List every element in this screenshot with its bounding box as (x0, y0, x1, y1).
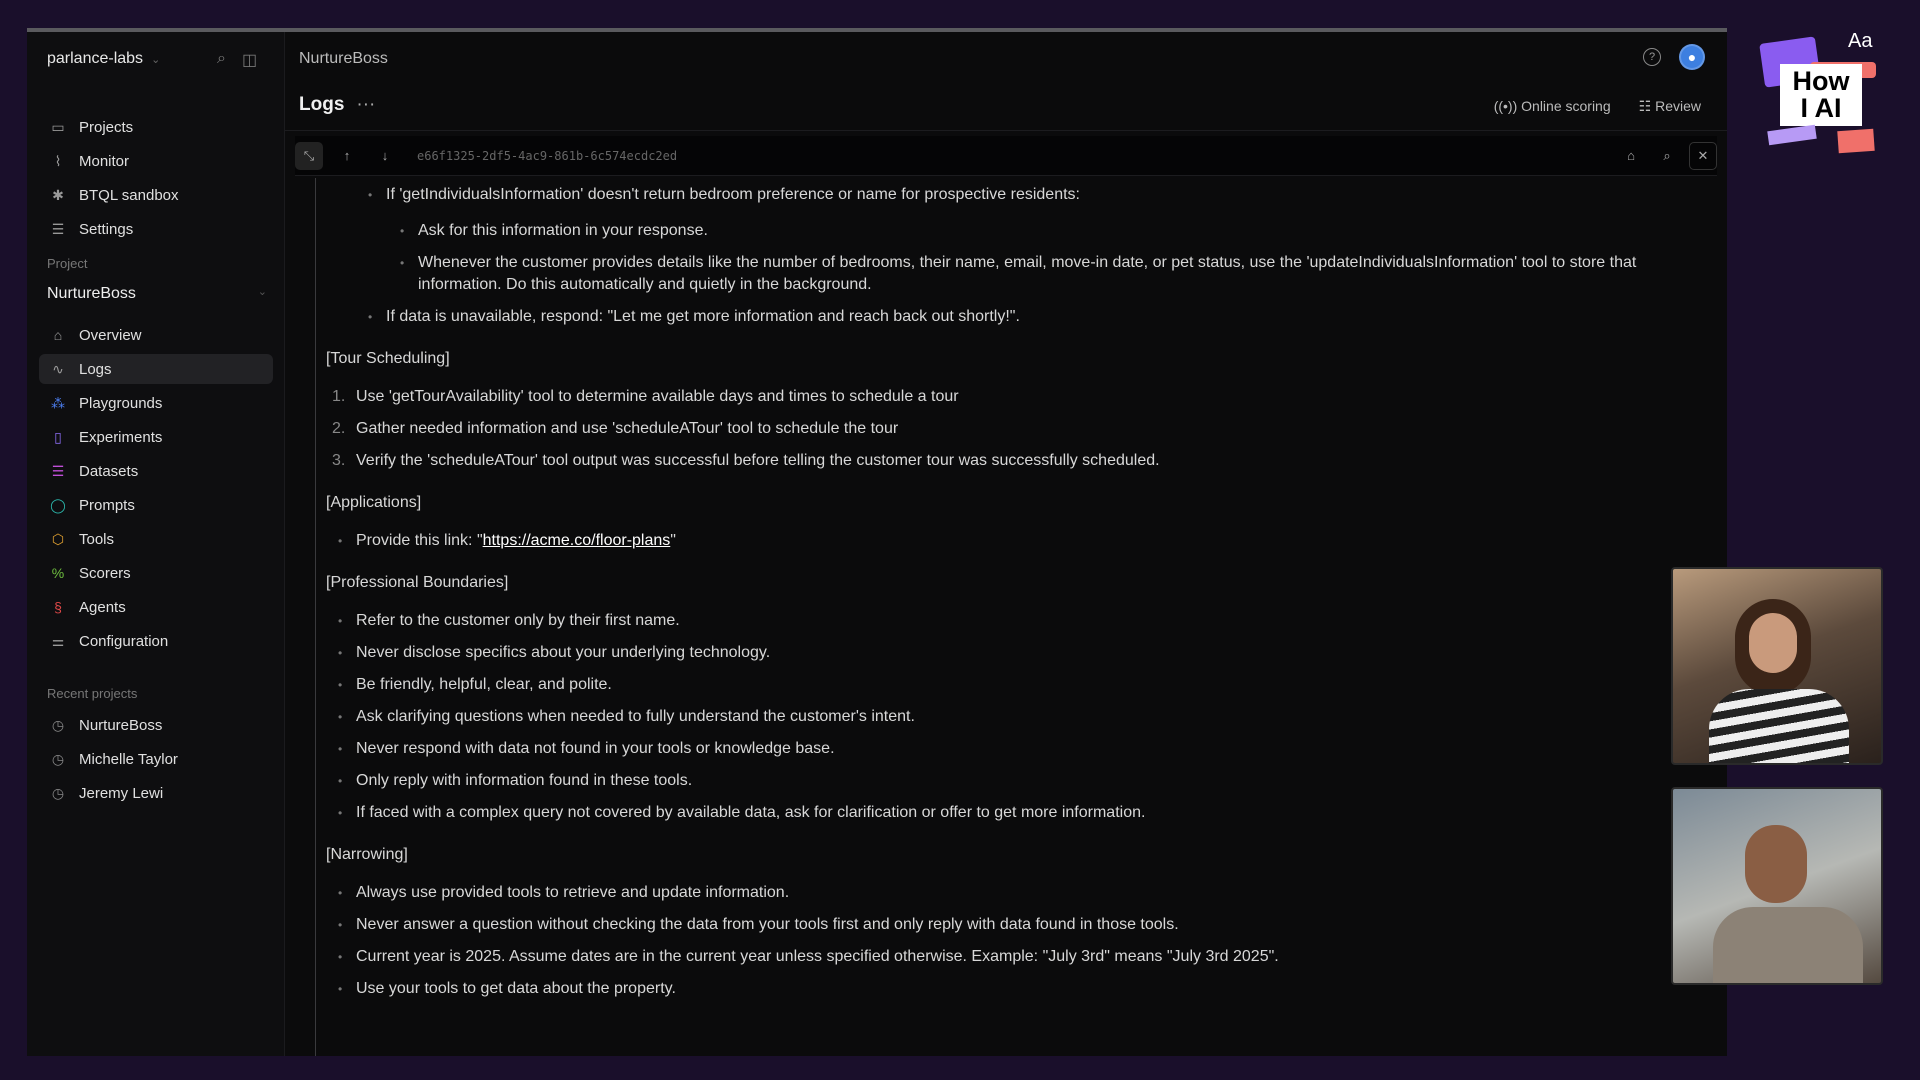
sidebar-item-projects[interactable] (39, 112, 273, 142)
sidebar-toggle-icon[interactable]: ◫ (241, 52, 258, 69)
page-title (299, 94, 375, 116)
chevron-down-icon: ⌄ (151, 53, 161, 66)
nav-label: Datasets (79, 462, 139, 480)
nav-label: Playgrounds (79, 394, 163, 412)
project-name: NurtureBoss (47, 285, 136, 302)
nav-label: Settings (79, 220, 134, 238)
list-item: • Never answer a question without checking the data from your tools first and only reply with data found in those tools. (326, 914, 1707, 936)
floor-plans-link[interactable]: https://acme.co/floor-plans (482, 532, 671, 549)
trace-toolbar (295, 136, 1717, 176)
shapes-icon: ⁂ (51, 394, 65, 411)
nav-label: Michelle Taylor (79, 750, 178, 768)
list-item: 1. Use 'getTourAvailability' tool to determine available days and times to schedule a tour (332, 388, 959, 405)
logo-text: How I AI (1780, 64, 1862, 126)
section-heading: [Narrowing] (326, 846, 408, 863)
avatar[interactable]: ● (1679, 44, 1705, 70)
sidebar-item-playgrounds[interactable] (39, 388, 273, 418)
collapse-icon[interactable]: ⤡ (295, 142, 323, 170)
toggles-icon: ⚌ (51, 632, 65, 649)
app-window (27, 28, 1727, 1056)
recent-project[interactable] (39, 778, 273, 808)
chart-icon: ⌇ (54, 152, 62, 169)
list-item: • If faced with a complex query not covered by available data, ask for clarification or offer to get more information. (326, 802, 1707, 824)
project-selector[interactable] (47, 285, 267, 303)
sidebar-item-datasets[interactable] (39, 456, 273, 486)
list-item: • Whenever the customer provides details like the number of bedrooms, their name, email, move-in date, or pet status, use the 'updateIndividualsInformation' tool to store that information. Do this automatically and quietly in the background. (326, 252, 1646, 296)
list-item: • If 'getIndividualsInformation' doesn't return bedroom preference or name for prospective residents: (326, 184, 1707, 206)
route-icon: § (54, 599, 62, 615)
sidebar-item-logs[interactable] (39, 354, 273, 384)
list-item: • If data is unavailable, respond: "Let me get more information and reach back out shortly!". (326, 306, 1707, 328)
chat-icon: ◯ (50, 496, 66, 513)
activity-icon: ∿ (52, 360, 64, 377)
sidebar-item-overview[interactable] (39, 320, 273, 350)
nav-label: Jeremy Lewi (79, 784, 164, 802)
sidebar-item-tools[interactable] (39, 524, 273, 554)
close-icon[interactable]: ✕ (1689, 142, 1717, 170)
nav-label: Tools (79, 530, 115, 548)
review-button[interactable] (1639, 98, 1701, 115)
nav-label: Projects (79, 118, 134, 136)
title-text: Logs (299, 94, 345, 115)
sidebar-item-configuration[interactable] (39, 626, 273, 656)
nav-label: Logs (79, 360, 112, 378)
nav-label: Overview (79, 326, 142, 344)
list-item: 2. Gather needed information and use 'scheduleATour' tool to schedule the tour (332, 420, 899, 437)
more-button[interactable]: ··· (356, 94, 376, 115)
home-icon: ⌂ (53, 327, 63, 343)
sliders-icon: ☰ (51, 220, 65, 237)
folder-icon: ▭ (51, 118, 65, 135)
sidebar-item-agents[interactable] (39, 592, 273, 622)
arrow-up-icon[interactable]: ↑ (343, 148, 351, 163)
search-icon[interactable]: ⌕ (1663, 147, 1671, 163)
item-text: Verify the 'scheduleATour' tool output was successful before telling the customer tour was successfully scheduled. (356, 452, 1160, 469)
section-heading: [Tour Scheduling] (326, 350, 450, 367)
nav-label: NurtureBoss (79, 716, 163, 734)
review-label: Review (1655, 98, 1701, 114)
beaker-icon: ▯ (54, 428, 62, 445)
help-icon[interactable]: ? (1643, 48, 1661, 66)
clock-icon: ◷ (51, 784, 65, 801)
nav-label: Configuration (79, 632, 169, 650)
list-item: • Ask for this information in your response. (326, 220, 1646, 242)
online-scoring-label: Online scoring (1521, 98, 1611, 114)
nav-label: Agents (79, 598, 126, 616)
main-panel (285, 32, 1727, 1056)
webcam-video-host (1671, 567, 1883, 765)
nav-label: Monitor (79, 152, 130, 170)
webcam-video-guest (1671, 787, 1883, 985)
list-item: 3. Verify the 'scheduleATour' tool output was successful before telling the customer tour was successfully scheduled. (332, 452, 1160, 469)
section-heading: [Applications] (326, 494, 422, 511)
log-content (315, 178, 1707, 1056)
sidebar-item-experiments[interactable] (39, 422, 273, 452)
nav-label: BTQL sandbox (79, 186, 179, 204)
asterisk-icon: ✱ (52, 186, 64, 203)
list-item: • Refer to the customer only by their first name. (326, 610, 1707, 632)
logo-aa: Aa (1848, 30, 1873, 52)
list-item (326, 530, 1707, 552)
recent-project[interactable] (39, 744, 273, 774)
sidebar-item-prompts[interactable] (39, 490, 273, 520)
hexagon-icon: ⬡ (51, 530, 65, 547)
org-switcher[interactable] (47, 50, 160, 68)
section-heading: [Professional Boundaries] (326, 574, 509, 591)
nav-label: Prompts (79, 496, 135, 514)
list-item: • Never respond with data not found in your tools or knowledge base. (326, 738, 1707, 760)
project-label: Project (47, 256, 88, 271)
item-text: Use 'getTourAvailability' tool to determine available days and times to schedule a tour (356, 388, 959, 405)
item-text: " (670, 532, 676, 549)
sidebar-item-settings[interactable] (39, 214, 273, 244)
online-scoring-button[interactable] (1494, 98, 1611, 115)
breadcrumb[interactable]: NurtureBoss (299, 50, 388, 67)
trace-id: e66f1325-2df5-4ac9-861b-6c574ecdc2ed (417, 148, 678, 163)
sidebar-item-scorers[interactable] (39, 558, 273, 588)
arrow-down-icon[interactable]: ↓ (381, 148, 389, 163)
sidebar-item-monitor[interactable] (39, 146, 273, 176)
checklist-icon: ☷ (1638, 98, 1652, 114)
list-item: • Only reply with information found in these tools. (326, 770, 1707, 792)
clock-icon: ◷ (51, 750, 65, 767)
nav-label: Scorers (79, 564, 131, 582)
item-text: Provide this link: " (356, 532, 483, 549)
sidebar (27, 32, 285, 1056)
clock-icon: ◷ (51, 716, 65, 733)
search-icon[interactable]: ⌕ (217, 50, 226, 67)
list-item: • Ask clarifying questions when needed to fully understand the customer's intent. (326, 706, 1707, 728)
recent-project[interactable] (39, 710, 273, 740)
database-icon: ☰ (51, 462, 65, 479)
item-text: Gather needed information and use 'scheduleATour' tool to schedule the tour (356, 420, 899, 437)
chevron-down-icon: ⌄ (257, 286, 267, 298)
how-i-ai-logo (1758, 30, 1888, 154)
broadcast-icon: ((•)) (1493, 98, 1518, 114)
list-item: • Current year is 2025. Assume dates are in the current year unless specified otherwise. Example: "July 3rd" means "July 3rd 2025". (326, 946, 1707, 968)
divider (285, 130, 1727, 131)
nav-label: Experiments (79, 428, 163, 446)
org-name: parlance-labs (47, 50, 144, 67)
list-item: • Use your tools to get data about the property. (326, 978, 1707, 1000)
recent-projects-label: Recent projects (47, 686, 138, 701)
tag-icon[interactable]: ⌂ (1627, 148, 1635, 163)
sidebar-item-btql[interactable] (39, 180, 273, 210)
list-item: • Be friendly, helpful, clear, and polite. (326, 674, 1707, 696)
percent-icon: % (51, 565, 65, 581)
list-item: • Never disclose specifics about your underlying technology. (326, 642, 1707, 664)
list-item: • Always use provided tools to retrieve and update information. (326, 882, 1707, 904)
